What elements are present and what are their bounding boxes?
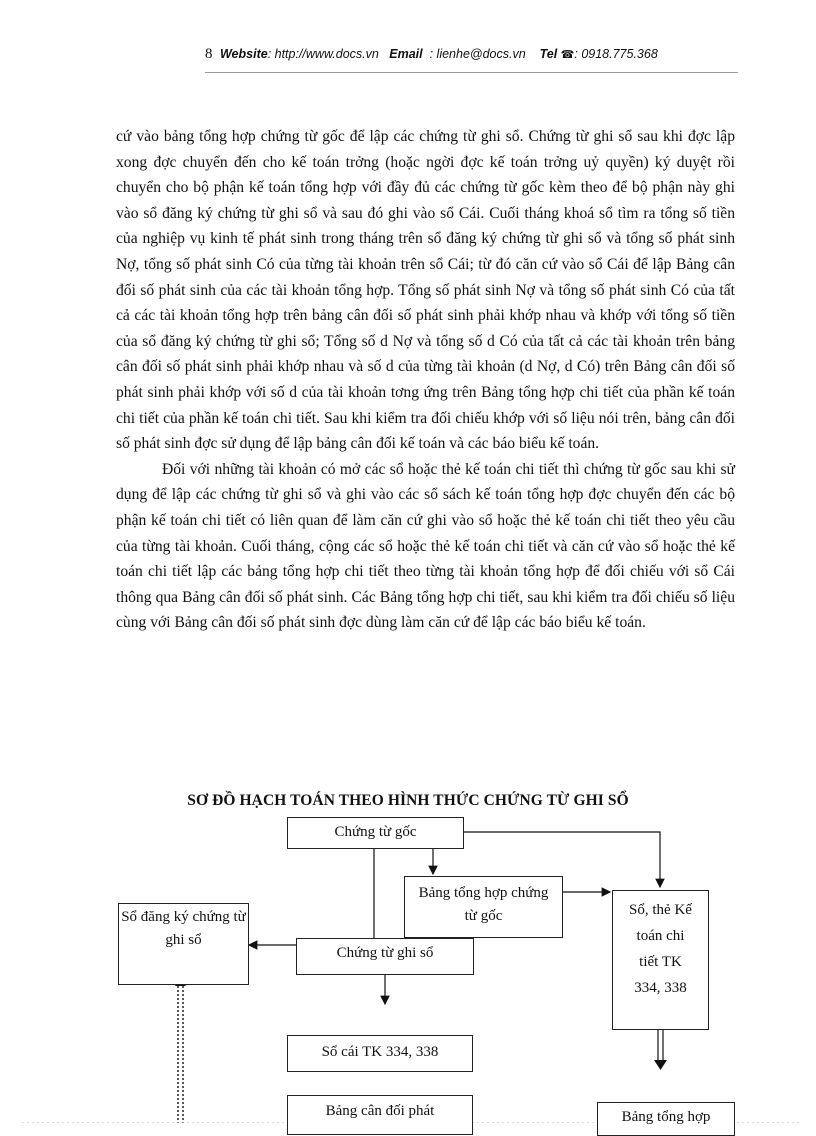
tel-label: Tel <box>539 47 558 61</box>
telephone-icon: ☎ <box>560 49 575 61</box>
tel-value: : 0918.775.368 <box>574 47 658 61</box>
node-so-dang-ky: Sổ đăng ký chứng từ ghi sổ <box>118 903 249 985</box>
email-value[interactable]: : lienhe@docs.vn <box>429 47 526 61</box>
node-bang-tong-hop-ctg: Bảng tổng hợp chứng từ gốc <box>404 876 563 938</box>
paragraph: cứ vào bảng tổng hợp chứng từ gốc để lập các chứng từ ghi sổ. Chứng từ ghi sổ sau khi đợc lập xong đợc chuyển đến cho kế toán trởng (hoặc ngời đợc kế toán trởng uỷ quyền) ký duyệt rồi chuyển cho bộ phận kế toán tổng hợp với đầy đủ các chứng từ gốc kèm theo để bộ phận này ghi vào sổ đăng ký chứng từ ghi sổ và sau đó ghi vào sổ Cái. Cuối tháng khoá sổ tìm ra tổng số tiền của nghiệp vụ kinh tế phát sinh trong tháng trên sổ đăng ký chứng từ ghi sổ và tổng số phát sinh Nợ, tổng số phát sinh Có của từng tài khoản trên sổ Cái; từ đó căn cứ vào sổ Cái để lập Bảng cân đối số phát sinh của các tài khoản tổng hợp. Tổng số phát sinh Nợ và tổng số phát sinh Có của tất cả các tài khoản tổng hợp trên bảng cân đối số phát sinh phải khớp nhau và khớp với tổng số tiền của sổ đăng ký chứng từ ghi sổ; Tổng số d Nợ và tổng số d Có của tất cả các tài khoản trên bảng cân đối số phát sinh phải khớp nhau và số d của từng tài khoản (d Nợ, d Có) trên Bảng cân đối số phát sinh phải khớp với số d của tài khoản tơng ứng trên Bảng tổng hợp chi tiết của phần kế toán chi tiết của phần kế toán chi tiết. Sau khi kiểm tra đối chiếu khớp với số liệu nói trên, bảng cân đối số phát sinh đợc sử dụng để lập bảng cân đối kế toán và các báo biểu kế toán. <box>116 128 735 453</box>
website-value[interactable]: : http://www.docs.vn <box>267 47 379 61</box>
node-so-cai: Sổ cái TK 334, 338 <box>287 1035 473 1072</box>
node-chung-tu-ghi-so: Chứng từ ghi sổ <box>296 938 474 975</box>
email-label: Email <box>389 47 423 61</box>
node-bang-can-doi: Bảng cân đối phát <box>287 1095 473 1135</box>
node-so-the-ke-toan: Sổ, thẻ Kế toán chi tiết TK 334, 338 <box>612 890 709 1030</box>
paragraph: Đối với những tài khoản có mở các sổ hoặc thẻ kế toán chi tiết thì chứng từ gốc sau khi sử dụng để lập các chứng từ ghi sổ và ghi vào các sổ sách kế toán tổng hợp đợc chuyển đến các bộ phận kế toán chi tiết có liên quan để làm căn cứ ghi vào sổ hoặc thẻ kế toán chi tiết theo yêu cầu của từng tài khoản. Cuối tháng, cộng các sổ hoặc thẻ kế toán chi tiết và căn cứ vào sổ hoặc thẻ kế toán chi tiết lập các bảng tổng hợp chi tiết theo từng tài khoản tổng hợp để đối chiếu với sổ Cái thông qua Bảng cân đối số phát sinh. Các Bảng tổng hợp chi tiết, sau khi kiểm tra đối chiếu số liệu cùng với Bảng cân đối số phát sinh đợc dùng làm căn cứ để lập các báo biểu kế toán. <box>116 460 735 632</box>
website-label: Website <box>219 47 268 61</box>
node-bang-tong-hop: Bảng tổng hợp <box>597 1102 735 1136</box>
page-number: 8 <box>205 46 213 62</box>
double-arrow-head <box>654 1060 667 1070</box>
diagram-title: SƠ ĐỒ HẠCH TOÁN THEO HÌNH THỨC CHỨNG TỪ GHI SỔ <box>187 792 629 809</box>
node-chung-tu-goc: Chứng từ gốc <box>287 817 464 849</box>
